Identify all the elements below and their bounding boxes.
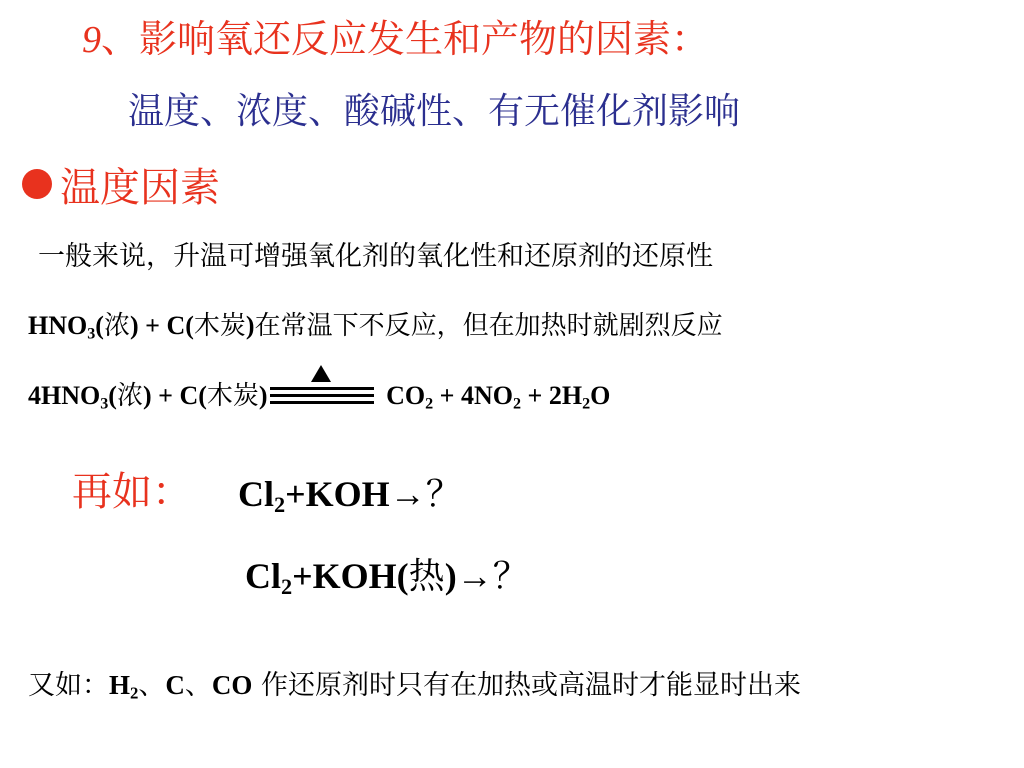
- eq2-part: + 4NO: [433, 381, 513, 410]
- footer-part: 又如：: [28, 670, 109, 701]
- footer-formula: CO: [211, 670, 253, 700]
- eq2-cn: 浓: [116, 381, 143, 411]
- bullet-icon: [22, 169, 52, 199]
- equation-heated: [28, 381, 611, 413]
- section-heading-text: 温度因素: [60, 165, 220, 211]
- factors-subtitle: 温度、浓度、酸碱性、有无催化剂影响: [128, 91, 741, 132]
- eq2-part: + 2H: [521, 381, 583, 410]
- rx2-part: +KOH(: [292, 556, 409, 596]
- rx1-question-mark: ？: [425, 474, 462, 515]
- equation-room-temperature: [28, 311, 723, 343]
- eq1-cn: 木炭: [193, 311, 246, 341]
- eq1-part: ): [245, 311, 255, 340]
- rx1-part: Cl: [238, 474, 274, 514]
- eq2-part: CO: [379, 381, 426, 410]
- footer-formula: C: [165, 670, 185, 700]
- general-statement: 一般来说，升温可增强氧化剂的氧化性和还原剂的还原性: [38, 241, 713, 272]
- reaction-question-hot: [245, 556, 529, 600]
- slide-title: [82, 17, 710, 61]
- heating-condition-icon: [270, 383, 374, 405]
- eq2-part: O: [590, 381, 611, 410]
- eq2-cn: 木炭: [206, 381, 259, 411]
- title-number: 9: [82, 19, 101, 61]
- eq2-part: ) + C(: [142, 381, 207, 410]
- eq2-subscript: 2: [512, 395, 522, 413]
- eq2-subscript: 2: [425, 395, 434, 413]
- footer-formula: H: [109, 670, 131, 700]
- eq1-note: 在常温下不反应，但在加热时就剧烈反应: [254, 311, 723, 341]
- footer-part: 作还原剂时只有在加热或高温时才能显时出来: [252, 670, 801, 701]
- footer-part: 、: [138, 670, 166, 701]
- triangle-icon: [311, 365, 331, 382]
- eq1-part: ) + C(: [129, 311, 194, 340]
- eq2-subscript: 2: [582, 395, 591, 413]
- footer-note: [28, 670, 801, 703]
- rx1-subscript: 2: [274, 492, 286, 518]
- rx2-part: Cl: [245, 556, 281, 596]
- rx2-part: )→: [444, 556, 493, 596]
- eq2-part: 4HNO: [28, 381, 101, 410]
- example-label: 再如：: [72, 469, 192, 515]
- eq1-part: HNO: [28, 311, 88, 340]
- section-heading: [22, 165, 220, 211]
- footer-part: 、: [184, 670, 212, 701]
- eq1-part: (: [95, 311, 104, 340]
- eq2-part: ): [258, 381, 268, 410]
- rx2-cn: 热: [408, 556, 445, 597]
- rx2-question-mark: ？: [492, 556, 529, 597]
- eq2-subscript: 3: [100, 395, 109, 413]
- rx2-subscript: 2: [281, 574, 293, 600]
- footer-subscript: 2: [130, 683, 139, 703]
- rx1-part: +KOH→: [285, 474, 426, 514]
- eq1-subscript: 3: [87, 325, 96, 343]
- reaction-question-cold: [238, 474, 462, 518]
- eq2-part: (: [108, 381, 117, 410]
- eq1-cn: 浓: [103, 311, 130, 341]
- title-text: 、影响氧还反应发生和产物的因素：: [101, 17, 710, 61]
